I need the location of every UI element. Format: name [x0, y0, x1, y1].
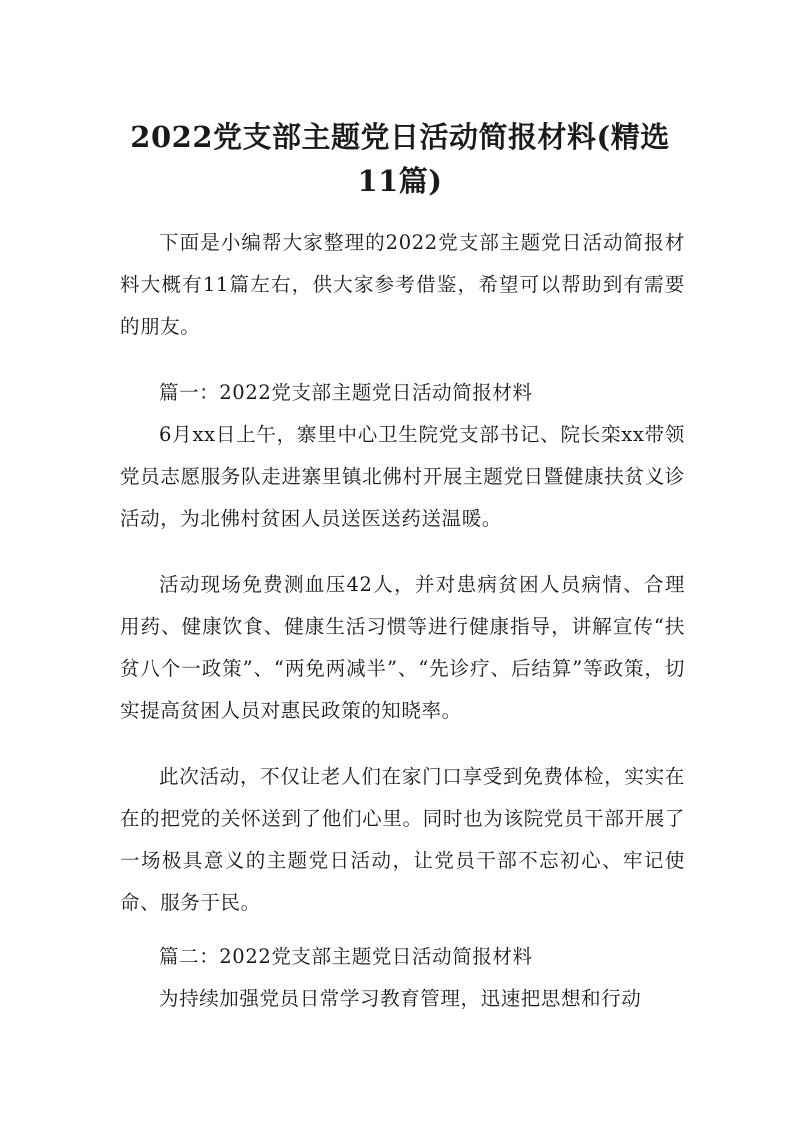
- section-1-paragraph-1: 6月xx日上午，寨里中心卫生院党支部书记、院长栾xx带领党员志愿服务队走进寨里镇北佛村开展主题党日暨健康扶贫义诊活动，为北佛村贫困人员送医送药送温暖。: [120, 423, 685, 530]
- section-heading-2: 篇二：2022党支部主题党日活动简报材料: [159, 945, 533, 968]
- section-heading-1: 篇一：2022党支部主题党日活动简报材料: [159, 381, 533, 404]
- section-2-paragraph-1: 为持续加强党员日常学习教育管理，迅速把思想和行动: [159, 987, 642, 1010]
- section-1-paragraph-2: 活动现场免费测血压42人，并对患病贫困人员病情、合理用药、健康饮食、健康生活习惯等进行健康指导，讲解宣传“扶贫八个一政策”、“两免两减半”、“先诊疗、后结算”等政策，切实提高贫困人员对惠民政策的知晓率。: [120, 573, 685, 722]
- document-title: 2022党支部主题党日活动简报材料(精选11篇): [130, 120, 670, 199]
- intro-paragraph: 下面是小编帮大家整理的2022党支部主题党日活动简报材料大概有11篇左右，供大家参考借鉴，希望可以帮助到有需要的朋友。: [120, 231, 685, 338]
- section-1-paragraph-3: 此次活动，不仅让老人们在家门口享受到免费体检，实实在在的把党的关怀送到了他们心里。同时也为该院党员干部开展了一场极具意义的主题党日活动，让党员干部不忘初心、牢记使命、服务于民。: [120, 765, 685, 914]
